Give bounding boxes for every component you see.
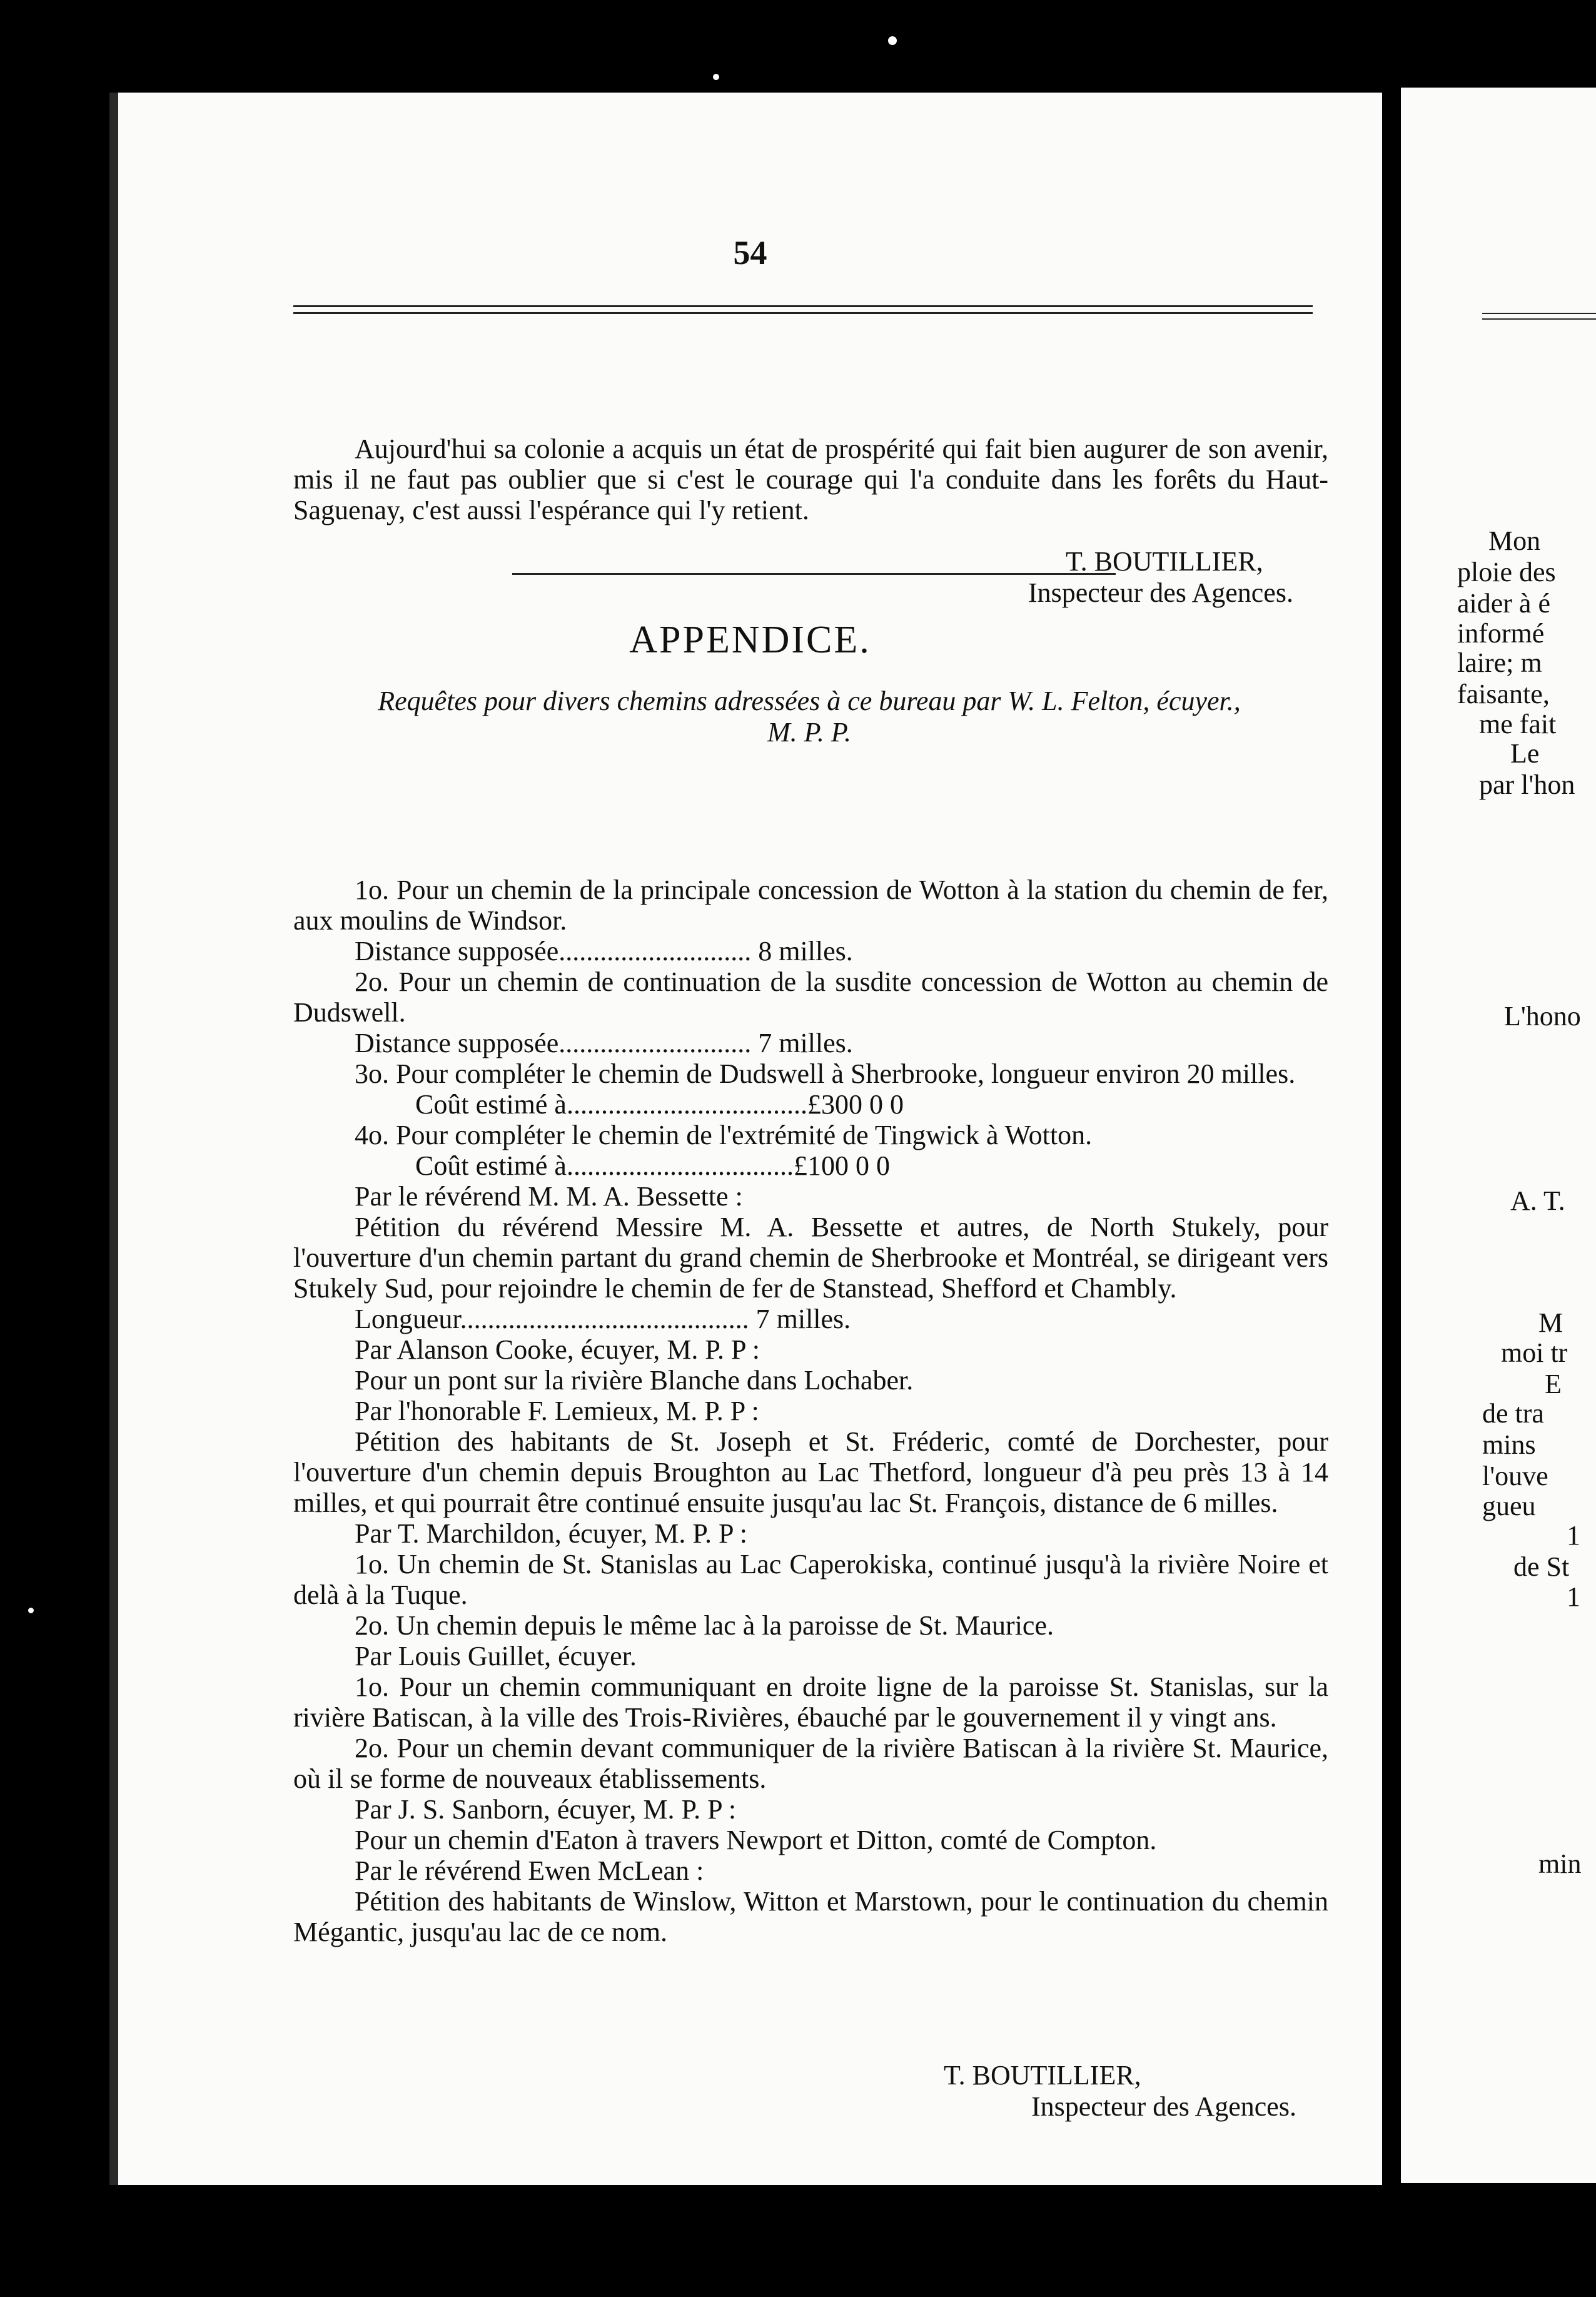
intro-signature-name: T. BOUTILLIER, — [1066, 546, 1263, 577]
appendix-subtitle-line2: M. P. P. — [767, 717, 852, 748]
right-page-fragment: min — [1538, 1848, 1582, 1879]
petition-entry: Pétition des habitants de St. Joseph et St. Fréderic, comté de Dorchester, pour l'ouverture d'un chemin depuis Broughton au Lac Thetford, longueur d'à peu près 13 à 14 milles, et qui pourrait être continué ensuite jusqu'au lac St. François, distance de 6 milles. — [293, 1426, 1328, 1518]
petition-entry: Distance supposée............................ 7 milles. — [355, 1028, 853, 1058]
right-page-fragment: de tra — [1482, 1398, 1544, 1429]
right-page-fragment: L'hono — [1504, 1001, 1581, 1032]
petition-entry: 3o. Pour compléter le chemin de Dudswell à Sherbrooke, longueur environ 20 milles. — [355, 1058, 1296, 1089]
appendix-title: APPENDICE. — [629, 619, 871, 661]
petition-entry: Pétition des habitants de Winslow, Witton et Marstown, pour le continuation du chemin Mégantic, jusqu'au lac de ce nom. — [293, 1886, 1328, 1947]
petition-entry: 1o. Un chemin de St. Stanislas au Lac Caperokiska, continué jusqu'à la rivière Noire et delà à la Tuque. — [293, 1549, 1328, 1610]
petition-entry: Par le révérend Ewen McLean : — [355, 1855, 704, 1886]
right-page-fragment: 1 — [1567, 1581, 1580, 1612]
right-page-fragment: M — [1538, 1307, 1563, 1338]
petition-entry: Longueur.......................................... 7 milles. — [355, 1304, 851, 1334]
right-page-fragment: gueu — [1482, 1491, 1536, 1521]
petition-entry: Pour un chemin d'Eaton à travers Newport et Ditton, comté de Compton. — [355, 1825, 1157, 1855]
right-page-fragment: aider à é — [1457, 588, 1550, 619]
intro-section — [293, 434, 1328, 525]
right-page-fragment: l'ouve — [1482, 1461, 1548, 1491]
petition-entry: Par J. S. Sanborn, écuyer, M. P. P : — [355, 1794, 737, 1825]
right-page-fragment: Le — [1510, 738, 1540, 769]
right-page-fragment: A. T. — [1510, 1185, 1565, 1216]
petition-entry: 2o. Pour un chemin devant communiquer de la rivière Batiscan à la rivière St. Maurice, où il se forme de nouveaux établissements. — [293, 1733, 1328, 1794]
right-page-fragment: de St — [1513, 1551, 1570, 1582]
petition-entry: Par T. Marchildon, écuyer, M. P. P : — [355, 1518, 748, 1549]
appendix-subtitle — [293, 686, 1325, 748]
left-page — [109, 93, 1382, 2185]
closing-signature-name: T. BOUTILLIER, — [944, 2060, 1141, 2091]
petition-entry: Pour un pont sur la rivière Blanche dans Lochaber. — [355, 1365, 914, 1396]
right-page-fragment: ploie des — [1457, 557, 1556, 587]
petition-entry: Par Alanson Cooke, écuyer, M. P. P : — [355, 1334, 760, 1365]
right-page-fragment: E — [1545, 1369, 1562, 1399]
petition-list — [293, 875, 1328, 1947]
closing-signature — [944, 2060, 1296, 2122]
petition-entry: Par Louis Guillet, écuyer. — [355, 1641, 637, 1671]
right-page-fragment: faisante, — [1457, 679, 1550, 709]
intro-paragraph: Aujourd'hui sa colonie a acquis un état de prospérité qui fait bien augurer de son avenir, mis il ne faut pas oublier que si c'est le courage qui l'a conduite dans les forêts du Haut-Saguenay, c'est aussi l'espérance qui l'y retient. — [293, 434, 1328, 525]
petition-entry: Pétition du révérend Messire M. A. Bessette et autres, de North Stukely, pour l'ouverture d'un chemin partant du grand chemin de Sherbrooke et Montréal, se dirigeant vers Stukely Sud, pour rejoindre le chemin de fer de Stanstead, Shefford et Chambly. — [293, 1212, 1328, 1304]
intro-signature — [1028, 546, 1293, 609]
petition-entry: 1o. Pour un chemin de la principale concession de Wotton à la station du chemin de fer, aux moulins de Windsor. — [293, 875, 1328, 936]
right-page-fragment: mins — [1482, 1429, 1536, 1460]
header-double-rule — [293, 305, 1313, 314]
closing-signature-title: Inspecteur des Agences. — [1031, 2091, 1296, 2122]
petition-entry: Coût estimé à.................................£100 0 0 — [415, 1150, 890, 1181]
page-number: 54 — [733, 234, 767, 271]
intro-signature-title: Inspecteur des Agences. — [1028, 577, 1293, 608]
right-page-fragment: me fait — [1479, 709, 1557, 739]
right-page-edge — [1401, 88, 1596, 2183]
petition-entry: Par l'honorable F. Lemieux, M. P. P : — [355, 1396, 759, 1426]
section-divider — [512, 573, 1116, 575]
petition-entry: 2o. Un chemin depuis le même lac à la paroisse de St. Maurice. — [355, 1610, 1054, 1641]
right-page-fragment: informé — [1457, 618, 1545, 649]
petition-entry: 4o. Pour compléter le chemin de l'extrémité de Tingwick à Wotton. — [355, 1120, 1093, 1150]
right-page-fragment: moi tr — [1501, 1337, 1568, 1368]
petition-entry: Distance supposée............................ 8 milles. — [355, 936, 853, 966]
right-page-rule — [1482, 313, 1596, 320]
scan-speck — [28, 1608, 34, 1613]
petition-entry: Par le révérend M. M. A. Bessette : — [355, 1181, 743, 1212]
petition-entry: Coût estimé à...................................£300 0 0 — [415, 1089, 904, 1120]
right-page-fragment: par l'hon — [1479, 769, 1575, 800]
right-page-fragment: Mon — [1488, 525, 1541, 556]
petition-entry: 2o. Pour un chemin de continuation de la susdite concession de Wotton au chemin de Dudswell. — [293, 966, 1328, 1028]
appendix-subtitle-line1: Requêtes pour divers chemins adressées à ce bureau par W. L. Felton, écuyer., — [378, 686, 1241, 716]
right-page-fragment: 1 — [1567, 1520, 1580, 1551]
scan-speck — [713, 74, 719, 80]
scan-speck — [888, 36, 897, 45]
right-page-fragment: laire; m — [1457, 647, 1542, 678]
petition-entry: 1o. Pour un chemin communiquant en droite ligne de la paroisse St. Stanislas, sur la rivière Batiscan, à la ville des Trois-Rivières, ébauché par le gouvernement il y vingt ans. — [293, 1671, 1328, 1733]
